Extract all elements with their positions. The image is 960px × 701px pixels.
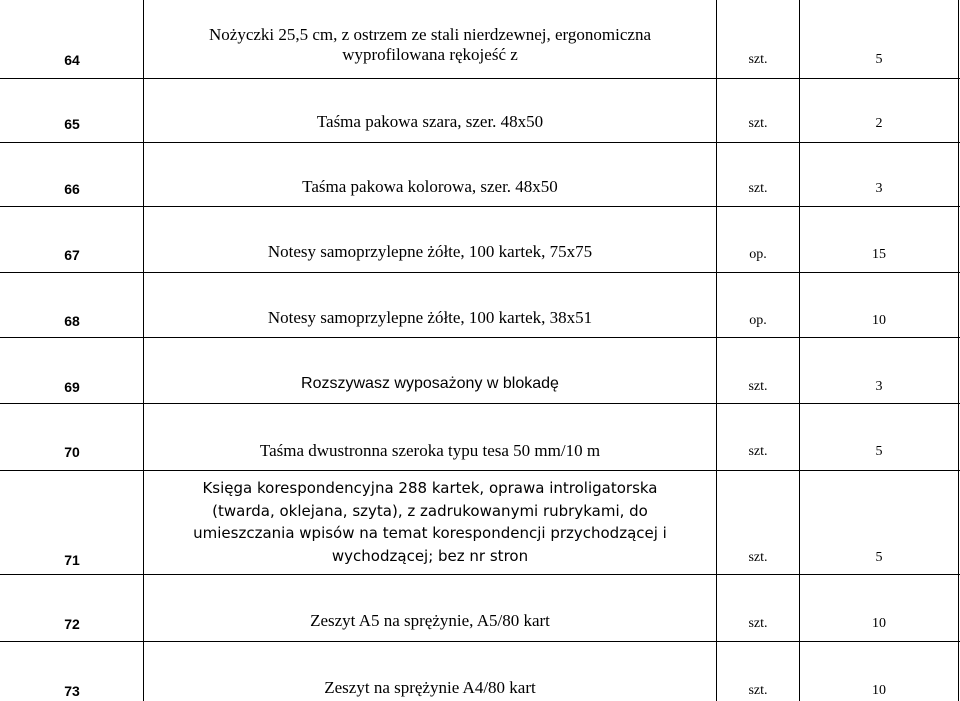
item-unit: szt. [748,181,768,196]
column-divider [799,0,800,701]
item-number: 71 [64,552,80,568]
column-divider [716,0,717,701]
row-divider [0,337,960,338]
item-number: 64 [64,52,80,68]
row-divider [0,142,960,143]
item-unit: op. [749,247,767,262]
item-unit: szt. [748,444,768,459]
item-description: Notesy samoprzylepne żółte, 100 kartek, 38x51 [267,308,593,327]
item-number: 70 [64,444,80,460]
item-number: 69 [64,379,80,395]
item-description: Księga korespondencyjna 288 kartek, oprawa introligatorska (twarda, oklejana, szyta), z zadrukowanymi rubrykami, do umieszczania wpisów na temat korespondencji przychodzącej i wychodzącej; bez nr stron [193,479,667,565]
item-number: 72 [64,616,80,632]
row-divider [0,574,960,575]
item-number: 67 [64,247,80,263]
row-divider [0,470,960,471]
item-unit: szt. [748,116,768,131]
item-number: 65 [64,116,80,132]
item-number: 73 [64,683,80,699]
row-divider [0,403,960,404]
row-divider [0,78,960,79]
item-number: 66 [64,181,80,197]
item-description: Nożyczki 25,5 cm, z ostrzem ze stali nierdzewnej, ergonomiczna wyprofilowana rękojeść z [209,25,651,64]
item-quantity: 10 [872,313,886,328]
item-description: Zeszyt A5 na sprężynie, A5/80 kart [310,611,550,630]
item-unit: szt. [748,616,768,631]
row-divider [0,206,960,207]
item-quantity: 5 [875,444,883,459]
item-quantity: 3 [875,379,883,394]
item-quantity: 5 [875,550,883,565]
item-description: Taśma dwustronna szeroka typu tesa 50 mm/10 m [259,441,601,460]
item-quantity: 10 [872,683,886,698]
item-unit: szt. [748,683,768,698]
item-unit: szt. [748,52,768,67]
item-unit: op. [749,313,767,328]
item-quantity: 3 [875,181,883,196]
item-description: Taśma pakowa szara, szer. 48x50 [316,112,544,131]
item-quantity: 15 [872,247,886,262]
item-quantity: 10 [872,616,886,631]
column-divider [958,0,959,701]
row-divider [0,272,960,273]
item-unit: szt. [748,379,768,394]
item-description: Notesy samoprzylepne żółte, 100 kartek, 75x75 [267,242,593,261]
item-description: Zeszyt na sprężynie A4/80 kart [324,678,536,697]
item-quantity: 5 [875,52,883,67]
item-unit: szt. [748,550,768,565]
item-description: Taśma pakowa kolorowa, szer. 48x50 [302,177,558,196]
item-number: 68 [64,313,80,329]
row-divider [0,641,960,642]
item-quantity: 2 [875,116,883,131]
column-divider [143,0,144,701]
item-description: Rozszywasz wyposażony w blokadę [301,375,559,392]
